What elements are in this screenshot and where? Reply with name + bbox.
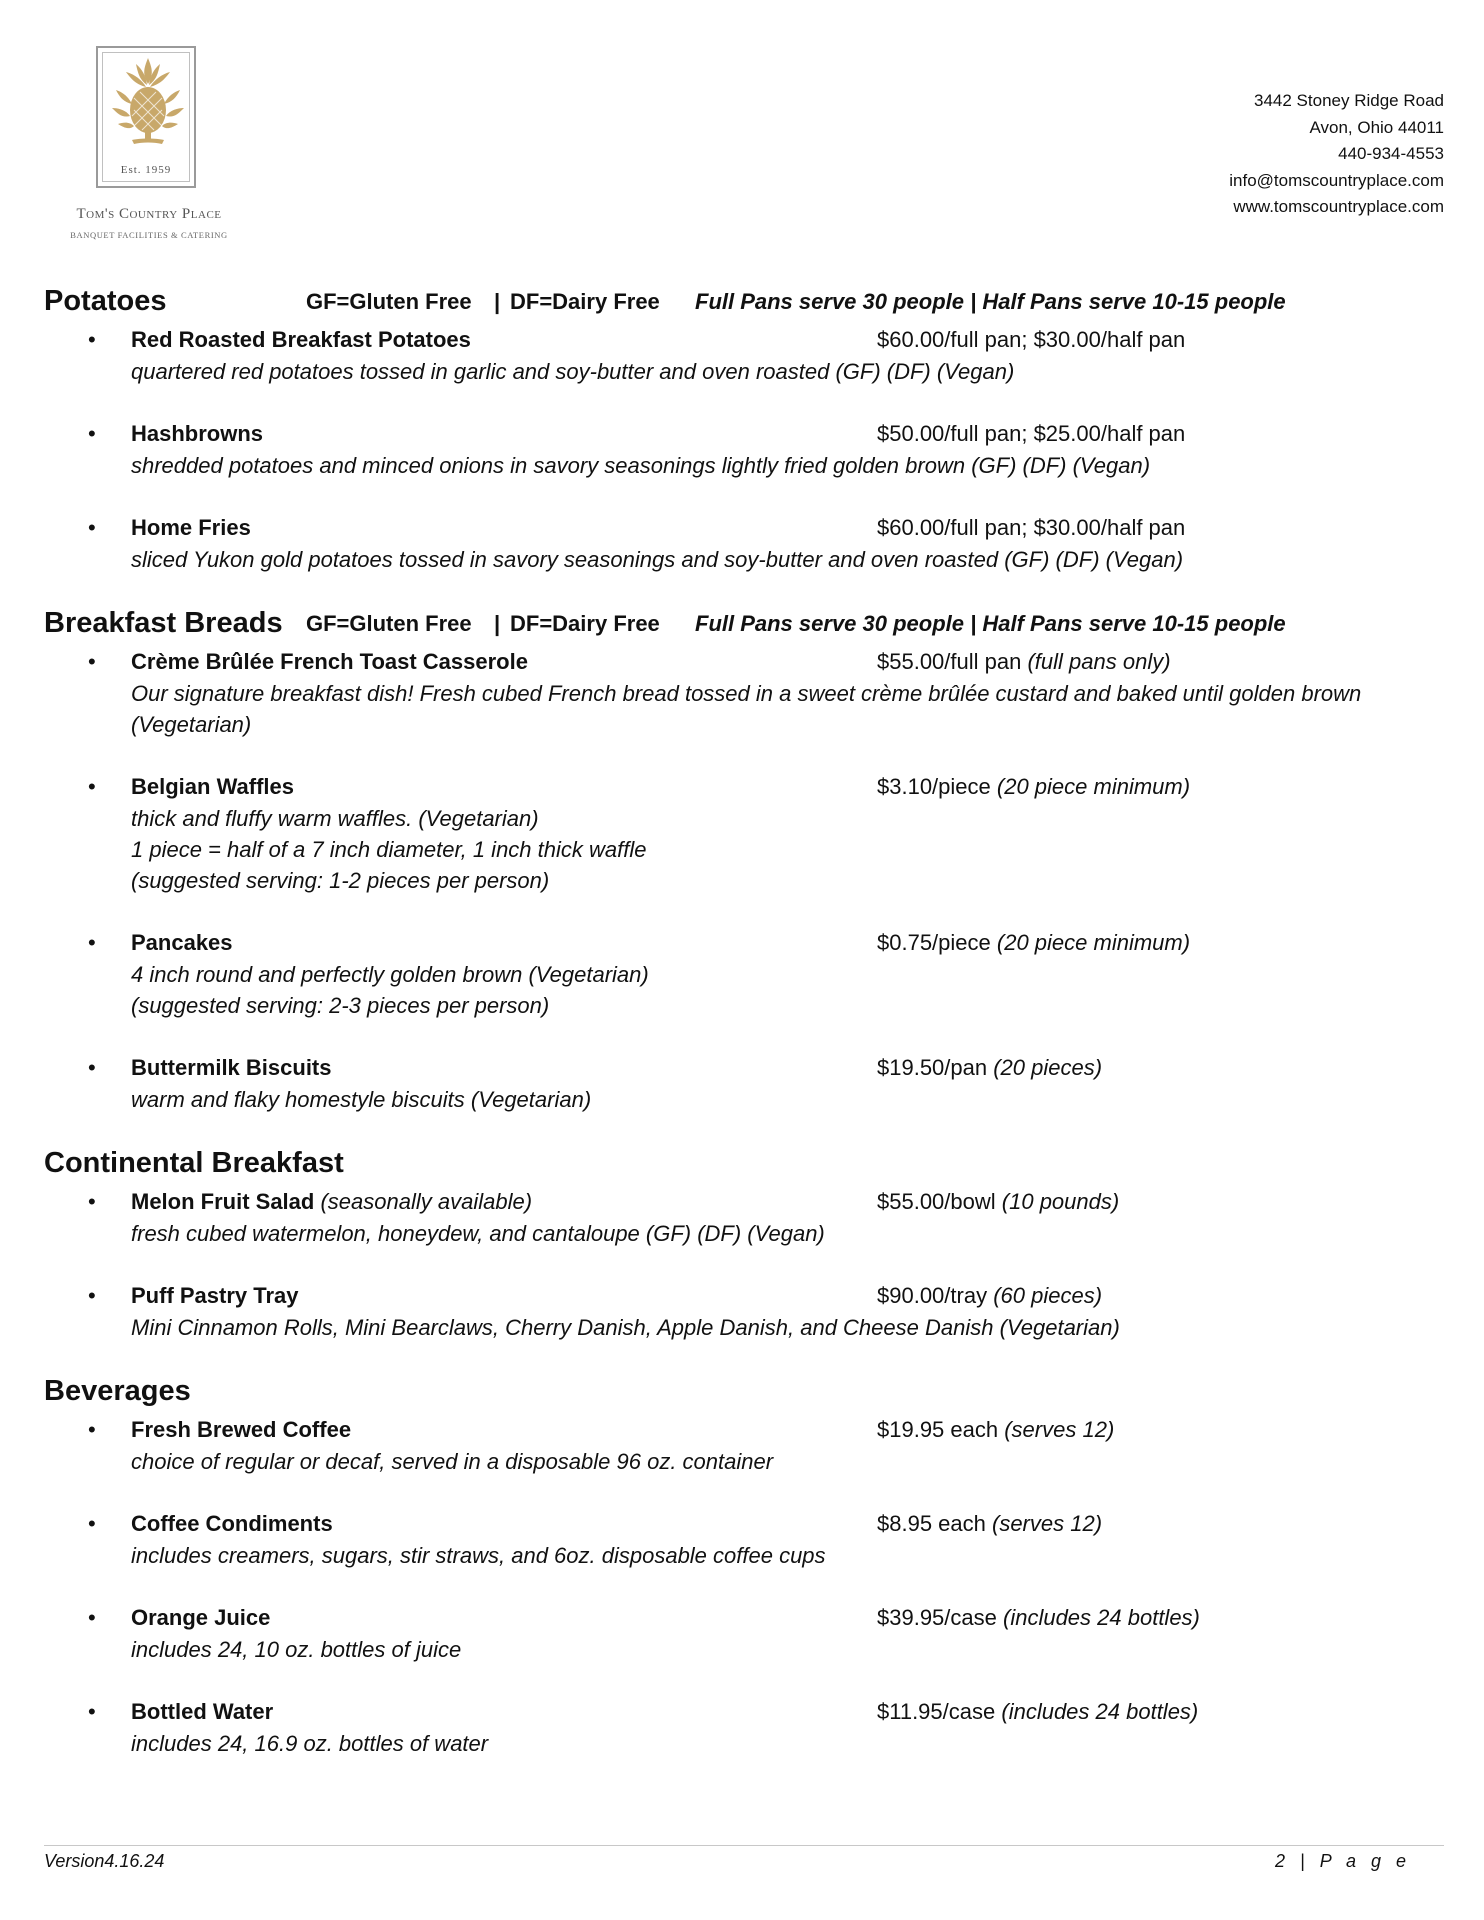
item-description: choice of regular or decaf, served in a disposable 96 oz. container [131, 1449, 774, 1474]
item-description: (suggested serving: 2-3 pieces per person) [131, 993, 550, 1018]
price-value: $90.00/tray [877, 1283, 988, 1308]
price-note: (includes 24 bottles) [1001, 1699, 1199, 1724]
item-price [877, 1280, 1102, 1312]
item-description: Mini Cinnamon Rolls, Mini Bearclaws, Cherry Danish, Apple Danish, and Cheese Danish (Vegetarian) [131, 1315, 1120, 1340]
menu-item [44, 1052, 1444, 1115]
legend-pans: Full Pans serve 30 people | Half Pans serve 10-15 people [695, 611, 1286, 636]
logo-tagline: BANQUET FACILITIES & CATERING [70, 230, 228, 240]
price-value: $19.95 each [877, 1417, 999, 1442]
menu-item [44, 1414, 1444, 1477]
section-header-beverages [44, 1374, 1444, 1414]
legend-separator: | [494, 289, 501, 314]
item-price [877, 1052, 1102, 1084]
logo-frame [96, 46, 196, 188]
item-price [877, 1508, 1102, 1540]
item-price: $60.00/full pan; $30.00/half pan [877, 327, 1186, 352]
contact-street: 3442 Stoney Ridge Road [1254, 91, 1444, 110]
menu-item [44, 771, 1444, 896]
bullet-icon: • [88, 1189, 96, 1214]
menu-item [44, 1696, 1444, 1759]
legend-pans: Full Pans serve 30 people | Half Pans serve 10-15 people [695, 289, 1286, 314]
item-description: shredded potatoes and minced onions in savory seasonings lightly fried golden brown (GF) (DF) (Vegan) [131, 453, 1151, 478]
legend-gf: GF=Gluten Free [306, 289, 472, 314]
item-name [131, 1189, 532, 1214]
item-name: Coffee Condiments [131, 1511, 333, 1536]
item-description: (suggested serving: 1-2 pieces per person) [131, 868, 550, 893]
menu-content [44, 284, 1444, 1769]
menu-item [44, 1602, 1444, 1665]
item-name: Bottled Water [131, 1699, 274, 1724]
price-note: (20 piece minimum) [996, 774, 1191, 799]
item-name: Hashbrowns [131, 421, 264, 446]
legend-df: DF=Dairy Free [510, 611, 660, 636]
item-description: 1 piece = half of a 7 inch diameter, 1 inch thick waffle [131, 837, 647, 862]
item-price [877, 646, 1171, 678]
section-header-potatoes [44, 284, 1444, 324]
bullet-icon: • [88, 1283, 96, 1308]
price-value: $19.50/pan [877, 1055, 988, 1080]
item-name: Belgian Waffles [131, 774, 294, 799]
price-value: $39.95/case [877, 1605, 997, 1630]
menu-item [44, 1280, 1444, 1343]
bullet-icon: • [88, 1417, 96, 1442]
version-label: Version4.16.24 [44, 1851, 165, 1871]
item-description: 4 inch round and perfectly golden brown (Vegetarian) [131, 962, 649, 987]
item-price [877, 771, 1190, 803]
price-note: (20 piece minimum) [996, 930, 1191, 955]
item-name: Home Fries [131, 515, 251, 540]
item-description: thick and fluffy warm waffles. (Vegetarian) [131, 806, 539, 831]
item-name: Crème Brûlée French Toast Casserole [131, 649, 528, 674]
item-price [877, 927, 1190, 959]
bullet-icon: • [88, 1605, 96, 1630]
logo-est: Est. 1959 [120, 164, 172, 176]
item-price [877, 1186, 1119, 1218]
section-title: Breakfast Breads [44, 607, 283, 639]
section-header-breads [44, 606, 1444, 646]
item-price: $50.00/full pan; $25.00/half pan [877, 421, 1186, 446]
menu-item [44, 418, 1444, 481]
item-price [877, 1602, 1200, 1634]
item-description: warm and flaky homestyle biscuits (Vegetarian) [131, 1087, 592, 1112]
item-description: fresh cubed watermelon, honeydew, and cantaloupe (GF) (DF) (Vegan) [131, 1221, 825, 1246]
bullet-icon: • [88, 1055, 96, 1080]
item-name-text: Melon Fruit Salad [131, 1189, 315, 1214]
legend-df: DF=Dairy Free [510, 289, 660, 314]
price-note: (10 pounds) [1001, 1189, 1120, 1214]
contact-email[interactable]: info@tomscountryplace.com [1229, 170, 1444, 190]
section-title: Potatoes [44, 285, 167, 317]
price-value: $55.00/bowl [877, 1189, 996, 1214]
price-note: (serves 12) [992, 1511, 1103, 1536]
bullet-icon: • [88, 327, 96, 352]
section-header-continental [44, 1146, 1444, 1186]
item-description: includes creamers, sugars, stir straws, and 6oz. disposable coffee cups [131, 1543, 826, 1568]
contact-website[interactable]: www.tomscountryplace.com [1233, 197, 1444, 216]
menu-item [44, 1508, 1444, 1571]
item-description: sliced Yukon gold potatoes tossed in savory seasonings and soy-butter and oven roasted (GF) (DF) (Vegan) [131, 547, 1184, 572]
item-description: Our signature breakfast dish! Fresh cubed French bread tossed in a sweet crème brûlée custard and baked until golden brown (Vegetarian) [131, 681, 1362, 737]
contact-block [1229, 88, 1444, 221]
price-value: $3.10/piece [877, 774, 991, 799]
footer-divider [44, 1845, 1444, 1846]
price-note: (full pans only) [1027, 649, 1171, 674]
item-name: Pancakes [131, 930, 233, 955]
logo-name: Tom's Country Place [76, 206, 222, 222]
menu-item [44, 512, 1444, 575]
bullet-icon: • [88, 774, 96, 799]
bullet-icon: • [88, 930, 96, 955]
menu-item [44, 1186, 1444, 1249]
item-name-note: (seasonally available) [320, 1189, 533, 1214]
price-note: (serves 12) [1004, 1417, 1115, 1442]
contact-phone[interactable]: 440-934-4553 [1338, 144, 1444, 163]
bullet-icon: • [88, 421, 96, 446]
page-number: 2 | P a g e [1275, 1851, 1412, 1871]
price-value: $11.95/case [877, 1699, 996, 1724]
item-description: includes 24, 10 oz. bottles of juice [131, 1637, 462, 1662]
item-name: Orange Juice [131, 1605, 271, 1630]
item-name: Buttermilk Biscuits [131, 1055, 332, 1080]
item-name: Puff Pastry Tray [131, 1283, 299, 1308]
price-note: (includes 24 bottles) [1003, 1605, 1200, 1630]
section-title: Continental Breakfast [44, 1147, 344, 1179]
bullet-icon: • [88, 515, 96, 540]
pineapple-icon [106, 54, 190, 160]
section-title: Beverages [44, 1375, 191, 1407]
legend-separator: | [494, 611, 501, 636]
price-value: $0.75/piece [877, 930, 991, 955]
price-value: $55.00/full pan [877, 649, 1022, 674]
price-note: (60 pieces) [993, 1283, 1103, 1308]
price-note: (20 pieces) [993, 1055, 1103, 1080]
bullet-icon: • [88, 1699, 96, 1724]
contact-city: Avon, Ohio 44011 [1309, 117, 1444, 137]
item-name: Fresh Brewed Coffee [131, 1417, 352, 1442]
item-price: $60.00/full pan; $30.00/half pan [877, 515, 1186, 540]
bullet-icon: • [88, 649, 96, 674]
item-price [877, 1414, 1114, 1446]
menu-item [44, 324, 1444, 387]
item-price [877, 1696, 1198, 1728]
item-description: quartered red potatoes tossed in garlic and soy-butter and oven roasted (GF) (DF) (Vegan) [131, 359, 1015, 384]
menu-item [44, 646, 1444, 740]
legend-gf: GF=Gluten Free [306, 611, 472, 636]
item-name: Red Roasted Breakfast Potatoes [131, 327, 471, 352]
item-description: includes 24, 16.9 oz. bottles of water [131, 1731, 489, 1756]
price-value: $8.95 each [877, 1511, 986, 1536]
bullet-icon: • [88, 1511, 96, 1536]
menu-item [44, 927, 1444, 1021]
